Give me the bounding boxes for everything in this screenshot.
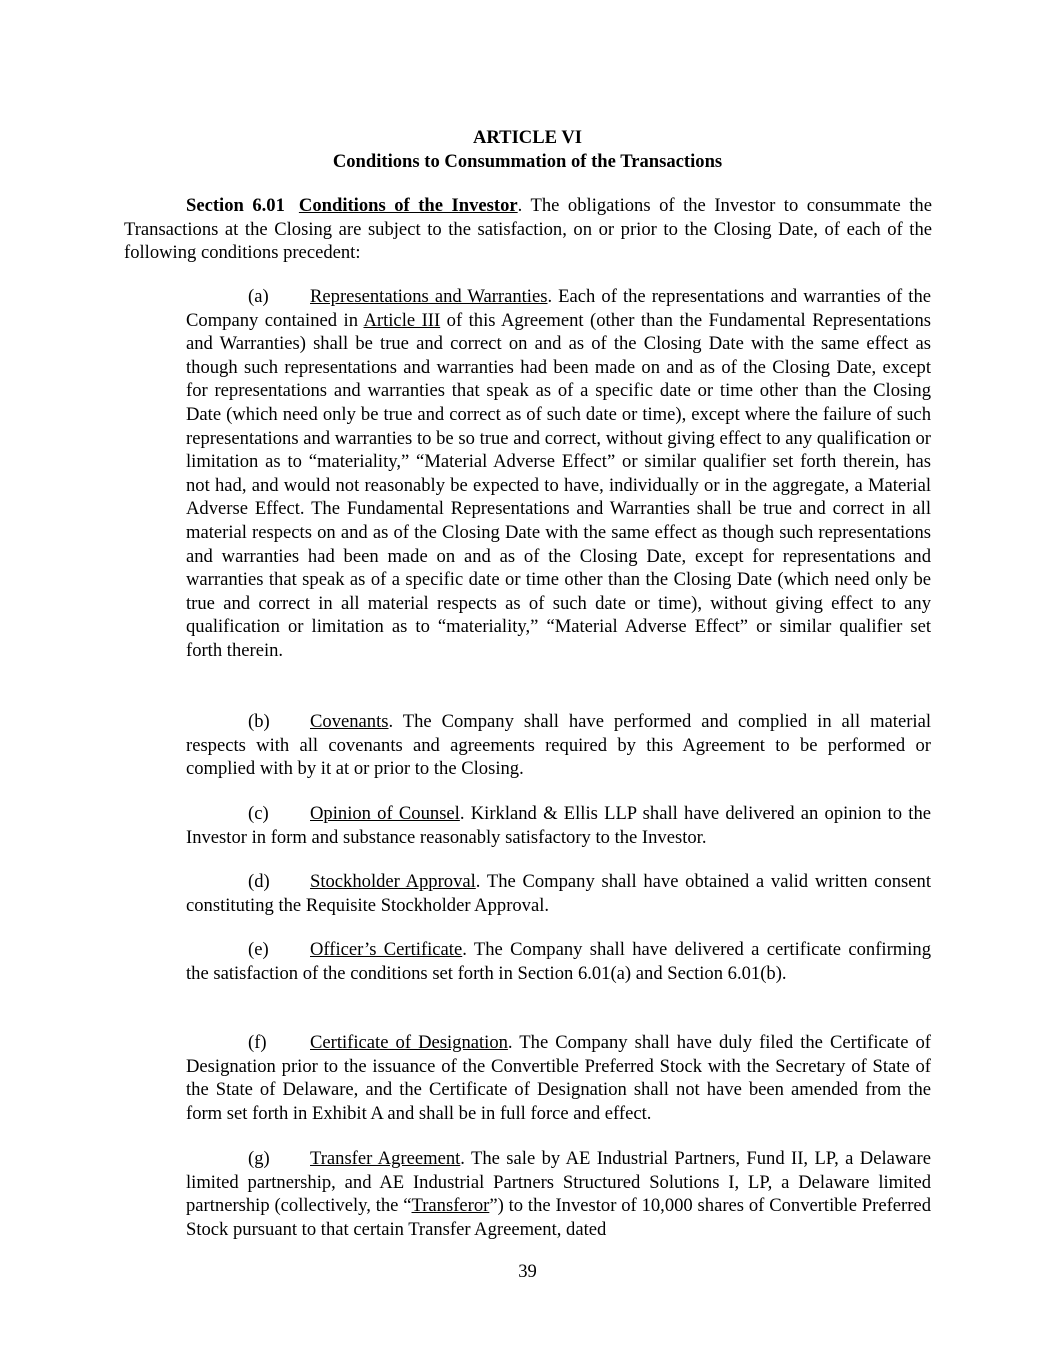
clause-g	[186, 1147, 931, 1241]
clause-heading: Officer’s Certificate	[310, 939, 463, 960]
section-title: Conditions of the Investor	[298, 195, 518, 216]
clause-heading: Representations and Warranties	[310, 286, 548, 307]
section-body: The obligations of the Investor to consummate the Transactions at the Closing are subject to the satisfaction, on or prior to the Closing Date, of each of the following conditions precedent:	[124, 195, 932, 264]
clause-text: . The Company shall have delivered a certificate confirming the satisfaction of the conditions set forth in Section 6.01(a) and Section 6.01(b).	[186, 939, 931, 984]
clause-label: (d)	[248, 871, 270, 892]
section-title-punct: .	[517, 195, 523, 216]
clause-text: of this Agreement (other than the Fundamental Representations and Warranties) shall be true and correct on and as of the Closing Date with the same effect as though such representations and warranties had been made on and as of the Closing Date, except for representations and warranties that speak as of a specific date or time other than the Closing Date (which need only be true and correct as of such date or time), except where the failure of such representations and warranties to be so true and correct, without giving effect to any qualification or limitation as to “materiality,” “Material Adverse Effect” or similar qualifier set forth therein, has not had, and would not reasonably be expected to have, individually or in the aggregate, a Material Adverse Effect. The Fundamental Representations and Warranties shall be true and correct in all material respects on and as of the Closing Date with the same effect as though such representations and warranties had been made on and as of the Closing Date, except for representations and warranties that speak as of a specific date or time other than the Closing Date (which need only be true and correct in all material respects as of such date or time), without giving effect to any qualification or limitation as to “materiality,” “Material Adverse Effect” or similar qualifier set forth therein.	[186, 309, 931, 661]
clause-label: (a)	[248, 286, 269, 307]
clause-text: . Each of the representations and warranties of the Company contained in	[186, 286, 931, 331]
clause-d	[186, 870, 931, 917]
clause-f	[186, 1031, 931, 1125]
clause-text: . The Company shall have performed and complied in all material respects with all covenants and agreements required by this Agreement to be performed or complied with by it at or prior to the Closing.	[186, 711, 931, 780]
article-iii-reference: Article III	[363, 309, 441, 331]
clause-a	[186, 285, 931, 663]
clause-heading: Transfer Agreement	[310, 1148, 461, 1169]
clause-text: . The Company shall have obtained a valid written consent constituting the Requisite Stockholder Approval.	[186, 871, 932, 916]
clause-heading: Stockholder Approval	[310, 871, 476, 892]
article-subtitle: Conditions to Consummation of the Transactions	[332, 151, 723, 172]
clause-heading: Certificate of Designation	[310, 1032, 508, 1053]
clause-text: . The Company shall have duly filed the Certificate of Designation prior to the issuance of the Convertible Preferred Stock with the Secretary of State of the State of Delaware, and the Certificate of Designation shall not have been amended from the form set forth in Exhibit A and shall be in full force and effect.	[186, 1032, 931, 1124]
clause-label: (e)	[248, 939, 269, 960]
section-6-01-intro	[124, 194, 932, 265]
clause-text: ”) to the Investor of 10,000 shares of Convertible Preferred Stock pursuant to that certain Transfer Agreement, dated	[186, 1195, 931, 1240]
clause-label: (c)	[248, 803, 269, 824]
clause-label: (f)	[248, 1032, 267, 1053]
clause-heading: Opinion of Counsel	[310, 803, 460, 824]
clause-b	[186, 710, 931, 781]
defined-term-transferor: Transferor	[411, 1195, 490, 1217]
clause-label: (g)	[248, 1148, 270, 1169]
clause-text: . Kirkland & Ellis LLP shall have delivered an opinion to the Investor in form and substance reasonably satisfactory to the Investor.	[186, 803, 932, 848]
page-number: 39	[518, 1261, 537, 1282]
clause-text: . The sale by AE Industrial Partners, Fund II, LP, a Delaware limited partnership, and AE Industrial Partners Structured Solutions I, LP, a Delaware limited partnership (collectively, the “	[186, 1148, 931, 1217]
clause-e	[186, 938, 931, 985]
article-title: ARTICLE VI	[472, 127, 583, 148]
clause-heading: Covenants	[310, 711, 389, 732]
clause-c	[186, 802, 931, 849]
clause-label: (b)	[248, 711, 270, 732]
section-number: Section 6.01	[186, 195, 285, 216]
